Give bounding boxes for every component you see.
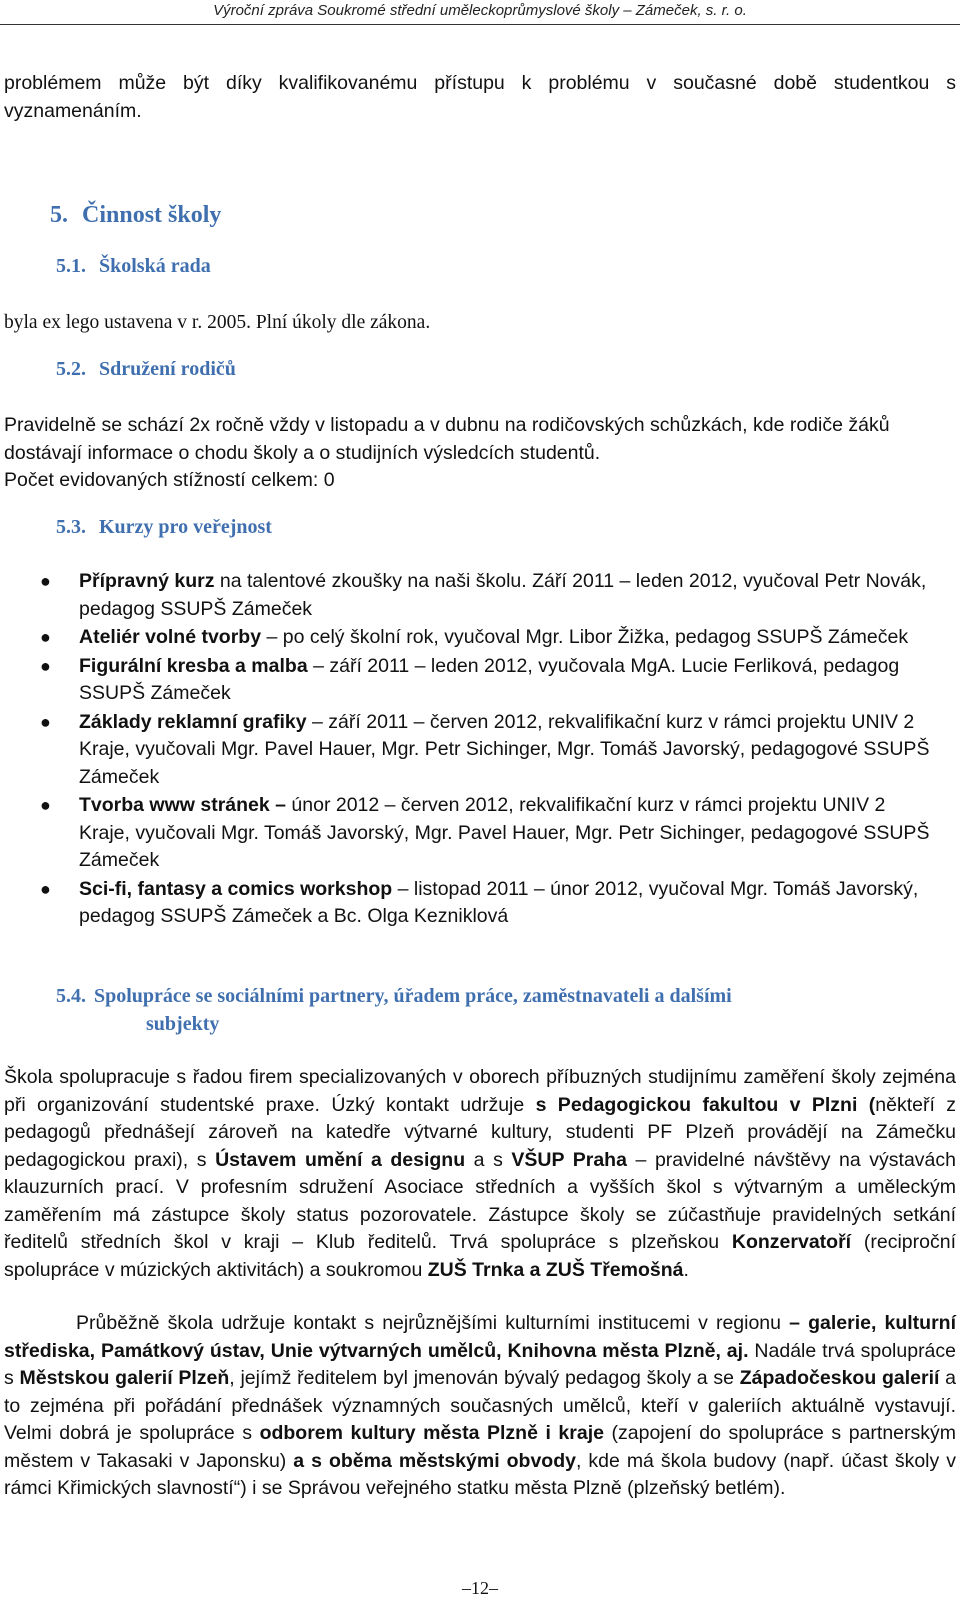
text-run: Průběžně škola udržuje kontakt s nejrůznějšími kulturními institucemi v regionu <box>76 1312 790 1334</box>
list-item <box>0 876 940 931</box>
course-name: Základy reklamní grafiky <box>79 710 307 733</box>
section-5-1-title: Školská rada <box>99 255 211 277</box>
course-details: – září 2011 – leden 2012, vyučovala MgA. Lucie Ferliková, pedagog SSUPŠ Zámeček <box>79 654 900 704</box>
section-5-4-number: 5.4. <box>56 985 86 1007</box>
text-run: , jejímž ředitelem byl jmenován bývalý pedagog školy a se <box>229 1367 740 1389</box>
section-5-3-number: 5.3. <box>56 516 86 538</box>
report-header: Výroční zpráva Soukromé střední uměleckoprůmyslové školy – Zámeček, s. r. o. <box>213 2 747 19</box>
list-item <box>0 792 940 875</box>
course-list <box>0 568 940 932</box>
course-details: – listopad 2011 – únor 2012, vyučoval Mgr. Tomáš Javorský, pedagog SSUPŠ Zámeček a Bc. Olga Kezniklová <box>79 877 919 927</box>
bold-text-run: s Pedagogickou fakultou v Plzni ( <box>535 1093 876 1116</box>
section-5-3-heading <box>56 516 272 539</box>
text-run: , kde má škola budovy (např. účast školy v rámci Křimických slavností“) i se Správou veřejného statku města Plzně (plzeňský betlém). <box>4 1449 956 1499</box>
section-5-1-text: byla ex lego ustavena v r. 2005. Plní úkoly dle zákona. <box>4 312 431 333</box>
section-5-4-title-line1: Spolupráce se sociálními partnery, úřadem práce, zaměstnavateli a dalšími <box>94 985 732 1007</box>
section-5-4-heading <box>56 982 732 1038</box>
bold-text-run: Ústavem umění a designu <box>215 1148 466 1171</box>
section-5-2-text: Pravidelně se schází 2x ročně vždy v listopadu a v dubnu na rodičovských schůzkách, kde rodiče žáků dostávají informace o chodu školy a o studijních výsledcích studentů. <box>4 414 890 464</box>
text-run: a s <box>465 1148 512 1171</box>
bold-text-run: Západočeskou galerií <box>739 1367 940 1389</box>
bullet-icon: ● <box>40 571 51 591</box>
text-run: někteří z pedagogů přednášejí zároveň na katedře výtvarné kultury, studenti PF Plzeň provádějí na Zámečku pedagogickou praxi), s <box>4 1093 956 1171</box>
section-5-1-heading <box>56 255 211 278</box>
course-name: Sci-fi, fantasy a comics workshop <box>79 877 393 900</box>
section-5-3-title: Kurzy pro veřejnost <box>99 516 272 538</box>
list-item <box>0 709 940 792</box>
bullet-icon: ● <box>40 795 51 815</box>
bullet-icon: ● <box>40 878 51 899</box>
list-item <box>0 653 940 708</box>
text-run: – pravidelné návštěvy na výstavách klauzurních prací. V profesním sdružení Asociace středních a vyšších škol s výtvarným a uměleckým zaměřením má zástupce školy status pozorovatele. Zástupce školy se zúčastňuje pravidelných setkání ředitelů středních škol v kraji – Klub ředitelů. Trvá spolupráce s plzeňskou <box>4 1148 956 1253</box>
course-name: Přípravný kurz <box>79 570 215 592</box>
course-details: – září 2011 – červen 2012, rekvalifikační kurz v rámci projektu UNIV 2 Kraje, vyučovali Mgr. Pavel Hauer, Mgr. Petr Sichinger, Mgr. Tomáš Javorský, pedagogové SSUPŠ Zámeček <box>79 710 930 788</box>
course-name: Ateliér volné tvorby <box>79 626 262 648</box>
section-5-number: 5. <box>50 202 68 228</box>
course-name: Tvorba www stránek – <box>79 794 286 816</box>
course-details: na talentové zkoušky na naši školu. Září 2011 – leden 2012, vyučoval Petr Novák, pedagog SSUPŠ Zámeček <box>79 570 927 620</box>
course-details: únor 2012 – červen 2012, rekvalifikační kurz v rámci projektu UNIV 2 Kraje, vyučovali Mgr. Tomáš Javorský, Mgr. Pavel Hauer, Mgr. Petr Sichinger, pedagogové SSUPŠ Zámeček <box>79 794 930 871</box>
text-run: (reciproční spolupráce v múzických aktivitách) a soukromou <box>4 1231 957 1281</box>
list-item <box>0 624 940 652</box>
course-name: Figurální kresba a malba <box>79 654 308 677</box>
course-details: – po celý školní rok, vyučoval Mgr. Libor Žižka, pedagog SSUPŠ Zámeček <box>261 626 909 648</box>
section-5-2-title: Sdružení rodičů <box>99 358 236 380</box>
section-5-1-number: 5.1. <box>56 255 86 277</box>
section-5-4-title-line2: subjekty <box>146 1013 220 1035</box>
section-5-heading <box>50 202 221 229</box>
intro-paragraph: problémem může být díky kvalifikovanému přístupu k problému v současné době studentkou s vyznamenáním. <box>4 72 956 122</box>
bold-text-run: Městskou galerií Plzeň <box>19 1367 230 1389</box>
text-run: a to zejména při pořádání přednášek významných současných umělců, kteří v galeriích aktuálně vystavují. Velmi dobrá je spolupráce s <box>4 1367 957 1444</box>
text-run: (zapojení do spolupráce s partnerským městem v Takasaki v Japonsku) <box>4 1422 956 1472</box>
cooperation-paragraph-1 <box>4 1064 956 1284</box>
text-run: Nadále trvá spolupráce s <box>4 1339 956 1389</box>
bold-text-run: Konzervatoří <box>731 1231 852 1253</box>
section-5-2-number: 5.2. <box>56 358 86 380</box>
section-5-title: Činnost školy <box>82 202 222 228</box>
bullet-icon: ● <box>40 655 51 676</box>
text-run: Škola spolupracuje s řadou firem specializovaných v oborech příbuzných studijnímu zaměření školy zejména při organizování studentské praxe. Úzký kontakt udržuje <box>4 1066 956 1116</box>
bold-text-run: a s oběma městskými obvody <box>293 1449 576 1472</box>
bold-text-run: VŠUP Praha <box>511 1148 627 1171</box>
text-run: . <box>683 1258 689 1281</box>
bold-text-run: odborem kultury města Plzně i kraje <box>259 1422 604 1444</box>
section-5-2-heading <box>56 358 236 381</box>
header-rule <box>0 24 960 25</box>
list-item <box>0 568 940 623</box>
cooperation-paragraph-2 <box>4 1310 956 1503</box>
bold-text-run: – galerie, kulturní střediska, Památkový ústav, Unie výtvarných umělců, Knihovna města Plzně, aj. <box>4 1312 957 1362</box>
page-number: –12– <box>462 1578 498 1598</box>
bold-text-run: ZUŠ Trnka a ZUŠ Třemošná <box>427 1258 684 1281</box>
complaints-count: Počet evidovaných stížností celkem: 0 <box>4 469 335 491</box>
bullet-icon: ● <box>40 627 51 647</box>
bullet-icon: ● <box>40 711 51 732</box>
